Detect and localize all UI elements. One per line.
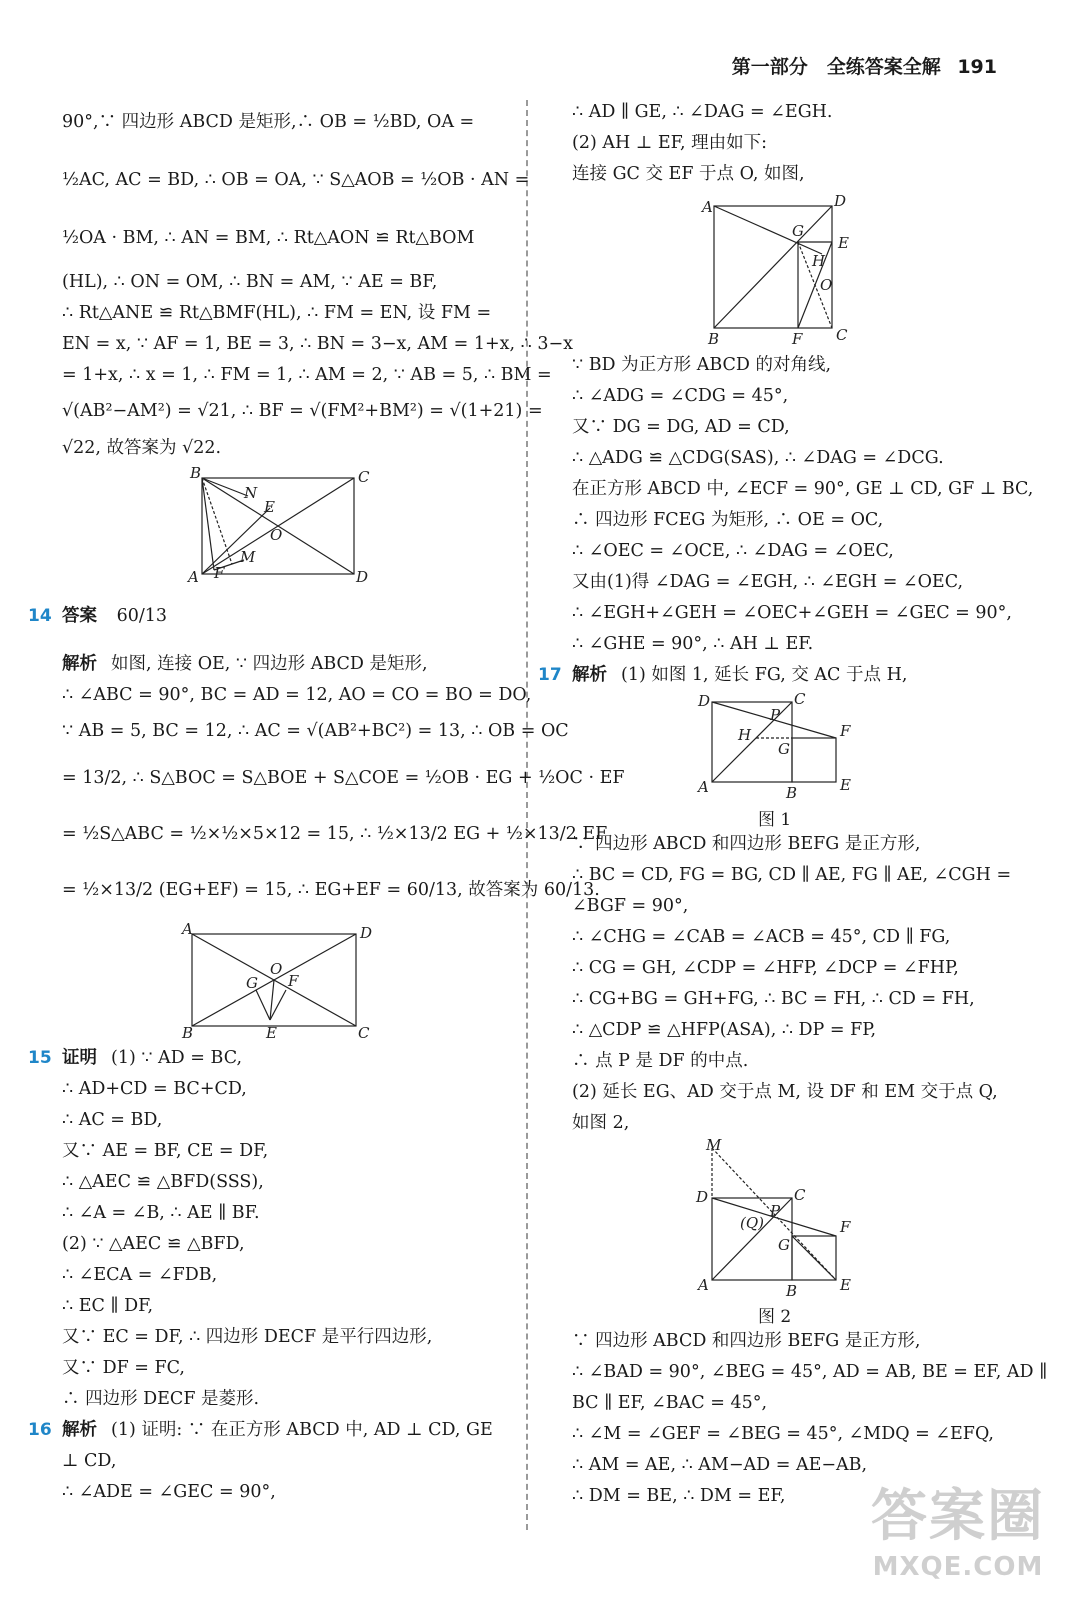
fig-label: D [356,568,369,586]
q15-line: 又∵ AE = BF, CE = DF, [62,1141,269,1161]
q16-text: (1) 证明: ∵ 在正方形 ABCD 中, AD ⊥ CD, GE [111,1420,493,1440]
analysis-tag: 解析 [62,654,97,674]
q16-line: ∴ ∠OEC = ∠OCE, ∴ ∠DAG = ∠OEC, [572,541,894,561]
fig-label: D [834,192,847,210]
fig-label: C [836,326,848,344]
fig-label: B [190,464,202,482]
q13-line: √(AB²−AM²) = √21, ∴ BF = √(FM²+BM²) = √(1+21) = [62,401,543,421]
q15-line: 又∵ EC = DF, ∴ 四边形 DECF 是平行四边形, [62,1327,433,1347]
question-number: 16 [28,1420,52,1440]
fig-label: C [358,468,370,486]
fig-label: H [738,726,752,744]
fig-label: E [266,1024,277,1042]
q13-line: EN = x, ∵ AF = 1, BE = 3, ∴ BN = 3−x, AM = 1+x, ∴ 3−x [62,334,574,354]
watermark-logo [871,1472,1045,1582]
q15-line: ∴ △AEC ≌ △BFD(SSS), [62,1172,264,1192]
q17-line: ∴ CG = GH, ∠CDP = ∠HFP, ∠DCP = ∠FHP, [572,958,959,978]
q17-line: ∠BGF = 90°, [572,896,689,916]
q17-line: ∴ BC = CD, FG = BG, CD ∥ AE, FG ∥ AE, ∠CGH = [572,865,1012,885]
fig-label: E [264,498,275,516]
q16-line: ∴ ∠EGH+∠GEH = ∠OEC+∠GEH = ∠GEC = 90°, [572,603,1012,623]
fig-label: E [840,776,851,794]
q16-line: ∴ ∠ADG = ∠CDG = 45°, [572,386,789,406]
fig-label: B [786,1282,798,1300]
fig-label: D [696,1188,709,1206]
q14-line: ∴ ∠ABC = 90°, BC = AD = 12, AO = CO = BO = DO, [62,685,532,705]
q15-line: (2) ∵ △AEC ≌ △BFD, [62,1234,245,1254]
q17-line: ∴ ∠BAD = 90°, ∠BEG = 45°, AD = AB, BE = EF, AD ∥ [572,1362,1048,1382]
q14-line: ∵ AB = 5, BC = 12, ∴ AC = √(AB²+BC²) = 13, ∴ OB = OC [62,721,569,741]
q17-line: ∴ CG+BG = GH+FG, ∴ BC = FH, ∴ CD = FH, [572,989,975,1009]
q16-line: ∴ △ADG ≌ △CDG(SAS), ∴ ∠DAG = ∠DCG. [572,448,944,468]
q17-line: (2) 延长 EG、AD 交于点 M, 设 DF 和 EM 交于点 Q, [572,1082,998,1102]
q15-line: ∴ 四边形 DECF 是菱形. [62,1389,260,1409]
watermark-url: MXQE.COM [872,1552,1044,1582]
q17-line: ∴ DM = BE, ∴ DM = EF, [572,1486,786,1506]
q16-line: ∴ ∠GHE = 90°, ∴ AH ⊥ EF. [572,634,814,654]
q15-line: ∴ ∠A = ∠B, ∴ AE ∥ BF. [62,1203,260,1223]
figure-q16 [700,194,870,350]
analysis-tag: 解析 [62,1420,97,1440]
fig-label: M [706,1136,722,1154]
q16-line: ∴ 四边形 FCEG 为矩形, ∴ OE = OC, [572,510,884,530]
fig-label: C [794,690,806,708]
watermark-text: 答案圈 [871,1484,1045,1549]
fig-label: G [778,1236,790,1254]
q14-text: 如图, 连接 OE, ∵ 四边形 ABCD 是矩形, [111,654,428,674]
figure-q14 [182,920,372,1042]
q16-line: 连接 GC 交 EF 于点 O, 如图, [572,164,805,184]
figure-caption: 图 1 [758,810,792,830]
answer-tag: 答案 [62,606,97,626]
q15-line [28,1046,243,1070]
q16-line: (2) AH ⊥ EF, 理由如下: [572,133,768,153]
question-number: 17 [538,665,562,685]
q14-line: = 13/2, ∴ S△BOC = S△BOE + S△COE = ½OB · EG + ½OC · EF [62,768,625,788]
q15-line: ∴ ∠ECA = ∠FDB, [62,1265,218,1285]
fig-label: B [786,784,798,802]
column-divider [526,100,528,1530]
q13-line: √22, 故答案为 √22. [62,438,222,458]
fig-label: P [770,706,781,724]
q13-line: 90°,∵ 四边形 ABCD 是矩形,∴ OB = ½BD, OA = [62,112,475,132]
q17-line [538,663,908,687]
question-number: 14 [28,606,52,626]
q13-line: ∴ Rt△ANE ≌ Rt△BMF(HL), ∴ FM = EN, 设 FM = [62,303,492,323]
fig-label: P [770,1202,781,1220]
fig-label: A [188,568,199,586]
q13-line: (HL), ∴ ON = OM, ∴ BN = AM, ∵ AE = BF, [62,272,438,292]
q16-line: 又∵ DG = DG, AD = CD, [572,417,790,437]
fig-label: H [812,252,826,270]
fig-label: C [794,1186,806,1204]
fig-label: G [792,222,804,240]
q15-text: (1) ∵ AD = BC, [111,1048,243,1068]
q14-line: = ½S△ABC = ½×½×5×12 = 15, ∴ ½×13/2 EG + ½×13/2 EF [62,824,608,844]
q17-line: ∴ ∠M = ∠GEF = ∠BEG = 45°, ∠MDQ = ∠EFQ, [572,1424,994,1444]
figure-caption: 图 2 [758,1307,792,1327]
fig-label: (Q) [740,1214,765,1232]
fig-label: E [840,1276,851,1294]
analysis-tag: 解析 [572,665,607,685]
fig-label: B [182,1024,194,1042]
fig-label: G [778,740,790,758]
figure-q17-1 [692,690,862,802]
q15-line: ∴ AC = BD, [62,1110,163,1130]
fig-label: N [244,484,258,502]
q16-line: ⊥ CD, [62,1451,117,1471]
q16-line [28,1418,493,1442]
fig-label: O [820,276,833,294]
fig-label: E [838,234,849,252]
q14-line: = ½×13/2 (EG+EF) = 15, ∴ EG+EF = 60/13, 故答案为 60/13. [62,880,600,900]
fig-label: G [246,974,258,992]
page-header [732,52,997,79]
q15-line: 又∵ DF = FC, [62,1358,185,1378]
figure-q17-2 [692,1138,862,1298]
proof-tag: 证明 [62,1048,97,1068]
q15-line: ∴ AD+CD = BC+CD, [62,1079,247,1099]
fig-label: F [840,722,851,740]
q14-answer: 60/13 [116,606,168,626]
q17-line: ∴ 点 P 是 DF 的中点. [572,1051,749,1071]
fig-label: D [360,924,373,942]
q17-line: ∴ ∠CHG = ∠CAB = ∠ACB = 45°, CD ∥ FG, [572,927,951,947]
q16-line: ∵ BD 为正方形 ABCD 的对角线, [572,355,832,375]
q14-answer-line [28,604,168,628]
q16-line: 在正方形 ABCD 中, ∠ECF = 90°, GE ⊥ CD, GF ⊥ BC, [572,479,1034,499]
fig-label: F [840,1218,851,1236]
q17-line: BC ∥ EF, ∠BAC = 45°, [572,1393,768,1413]
q16-line: 又由(1)得 ∠DAG = ∠EGH, ∴ ∠EGH = ∠OEC, [572,572,964,592]
q17-line: 如图 2, [572,1113,630,1133]
q17-line: ∴ AM = AE, ∴ AM−AD = AE−AB, [572,1455,868,1475]
fig-label: D [698,692,711,710]
fig-label: M [240,548,256,566]
q13-line: ½AC, AC = BD, ∴ OB = OA, ∵ S△AOB = ½OB · AN = [62,170,530,190]
q16-line: ∴ ∠ADE = ∠GEC = 90°, [62,1482,276,1502]
q14-line [62,652,428,676]
fig-label: F [214,564,225,582]
q13-line: ½OA · BM, ∴ AN = BM, ∴ Rt△AON ≌ Rt△BOM [62,228,475,248]
fig-label: A [698,778,709,796]
q13-line: = 1+x, ∴ x = 1, ∴ FM = 1, ∴ AM = 2, ∵ AB = 5, ∴ BM = [62,365,552,385]
q17-text: (1) 如图 1, 延长 FG, 交 AC 于点 H, [621,665,908,685]
fig-label: A [698,1276,709,1294]
q15-line: ∴ EC ∥ DF, [62,1296,154,1316]
q17-line: ∵ 四边形 ABCD 和四边形 BEFG 是正方形, [572,1331,921,1351]
q17-line: ∵ 四边形 ABCD 和四边形 BEFG 是正方形, [572,834,921,854]
fig-label: A [182,920,193,938]
page-number: 191 [957,56,997,78]
fig-label: F [792,330,803,348]
q17-line: ∴ △CDP ≌ △HFP(ASA), ∴ DP = FP, [572,1020,877,1040]
fig-label: O [270,526,283,544]
fig-label: O [270,960,283,978]
header-title: 第一部分 全练答案全解 [731,56,941,78]
question-number: 15 [28,1048,52,1068]
fig-label: C [358,1024,370,1042]
q16-line: ∴ AD ∥ GE, ∴ ∠DAG = ∠EGH. [572,102,833,122]
fig-label: A [702,198,713,216]
fig-label: B [708,330,720,348]
figure-q13 [190,466,380,586]
fig-label: F [288,972,299,990]
